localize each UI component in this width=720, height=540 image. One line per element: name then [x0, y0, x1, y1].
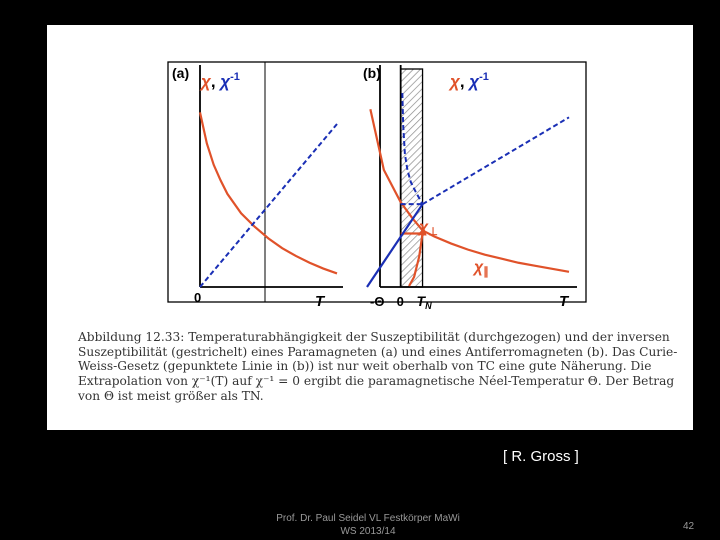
- y-axis-label-inv-exp: -1: [230, 71, 240, 83]
- y-axis-label-sep: ,: [210, 72, 221, 91]
- x-axis-label-a: T: [315, 293, 325, 310]
- series-a-inverse_chi: [200, 124, 337, 287]
- source-credit: [ R. Gross ]: [503, 448, 579, 465]
- page-number: 42: [683, 521, 695, 532]
- slide-footer: [252, 512, 484, 538]
- panel-label-a: (a): [172, 65, 190, 81]
- footer-lecturer: Prof. Dr. Paul Seidel VL Festkörper MaWi: [276, 513, 460, 524]
- series-b-inverse_chi_curie_weiss: [423, 117, 569, 204]
- y-axis-label-a: [199, 71, 240, 91]
- x-tick-label-theta: -Θ: [370, 294, 385, 309]
- x-tick-label-tn-main: T: [416, 293, 426, 309]
- figure-plots: [47, 25, 693, 311]
- label-chi-parallel: [472, 259, 489, 278]
- y-axis-label-inv-exp: -1: [479, 71, 489, 83]
- series-b-chi_paramagnetic: [423, 230, 569, 271]
- y-axis-label-sep: ,: [459, 72, 470, 91]
- chart-panel-b: [363, 65, 577, 311]
- panel-label-b: (b): [363, 65, 381, 81]
- series-a-chi: [200, 112, 337, 273]
- x-axis-label-b: T: [559, 293, 569, 310]
- x-tick-label-0: 0: [194, 290, 202, 305]
- label-chi-perp-main: χ: [419, 219, 429, 236]
- label-chi-perp-sub: ⊥: [428, 226, 438, 238]
- label-chi-parallel-sub: ∥: [483, 266, 489, 278]
- figure-caption: Abbildung 12.33: Temperaturabhängigkeit der Suszeptibilität (durchgezogen) und der inversen Suszeptibilität (gestrichelt) eines Paramagneten (a) und eines Antiferromagneten (b). Das Curie-Weiss-Gesetz (gepunktete Linie in (b)) ist nur weit oberhalb von TC eine gute Näherung. Die Extrapolation von χ⁻¹(T) auf χ⁻¹ = 0 ergibt die paramagnetische Néel-Temperatur Θ. Der Betrag von Θ ist meist größer als TN.: [78, 330, 678, 403]
- plot-frame: [168, 62, 586, 302]
- x-tick-label-tn-sub: N: [425, 301, 432, 311]
- y-axis-label-chi: χ: [450, 72, 460, 91]
- footer-semester: WS 2013/14: [340, 526, 396, 537]
- label-chi-parallel-main: χ: [474, 259, 484, 276]
- y-axis-label-b: [448, 71, 489, 91]
- figure-panel: [47, 25, 693, 430]
- x-tick-label-zero: 0: [396, 294, 404, 309]
- x-tick-label-tn: [417, 293, 433, 311]
- y-axis-label-inv: χ: [220, 72, 231, 91]
- y-axis-label-inv: χ: [469, 72, 480, 91]
- label-chi-perpendicular: [417, 219, 438, 238]
- y-axis-label-chi: χ: [201, 72, 211, 91]
